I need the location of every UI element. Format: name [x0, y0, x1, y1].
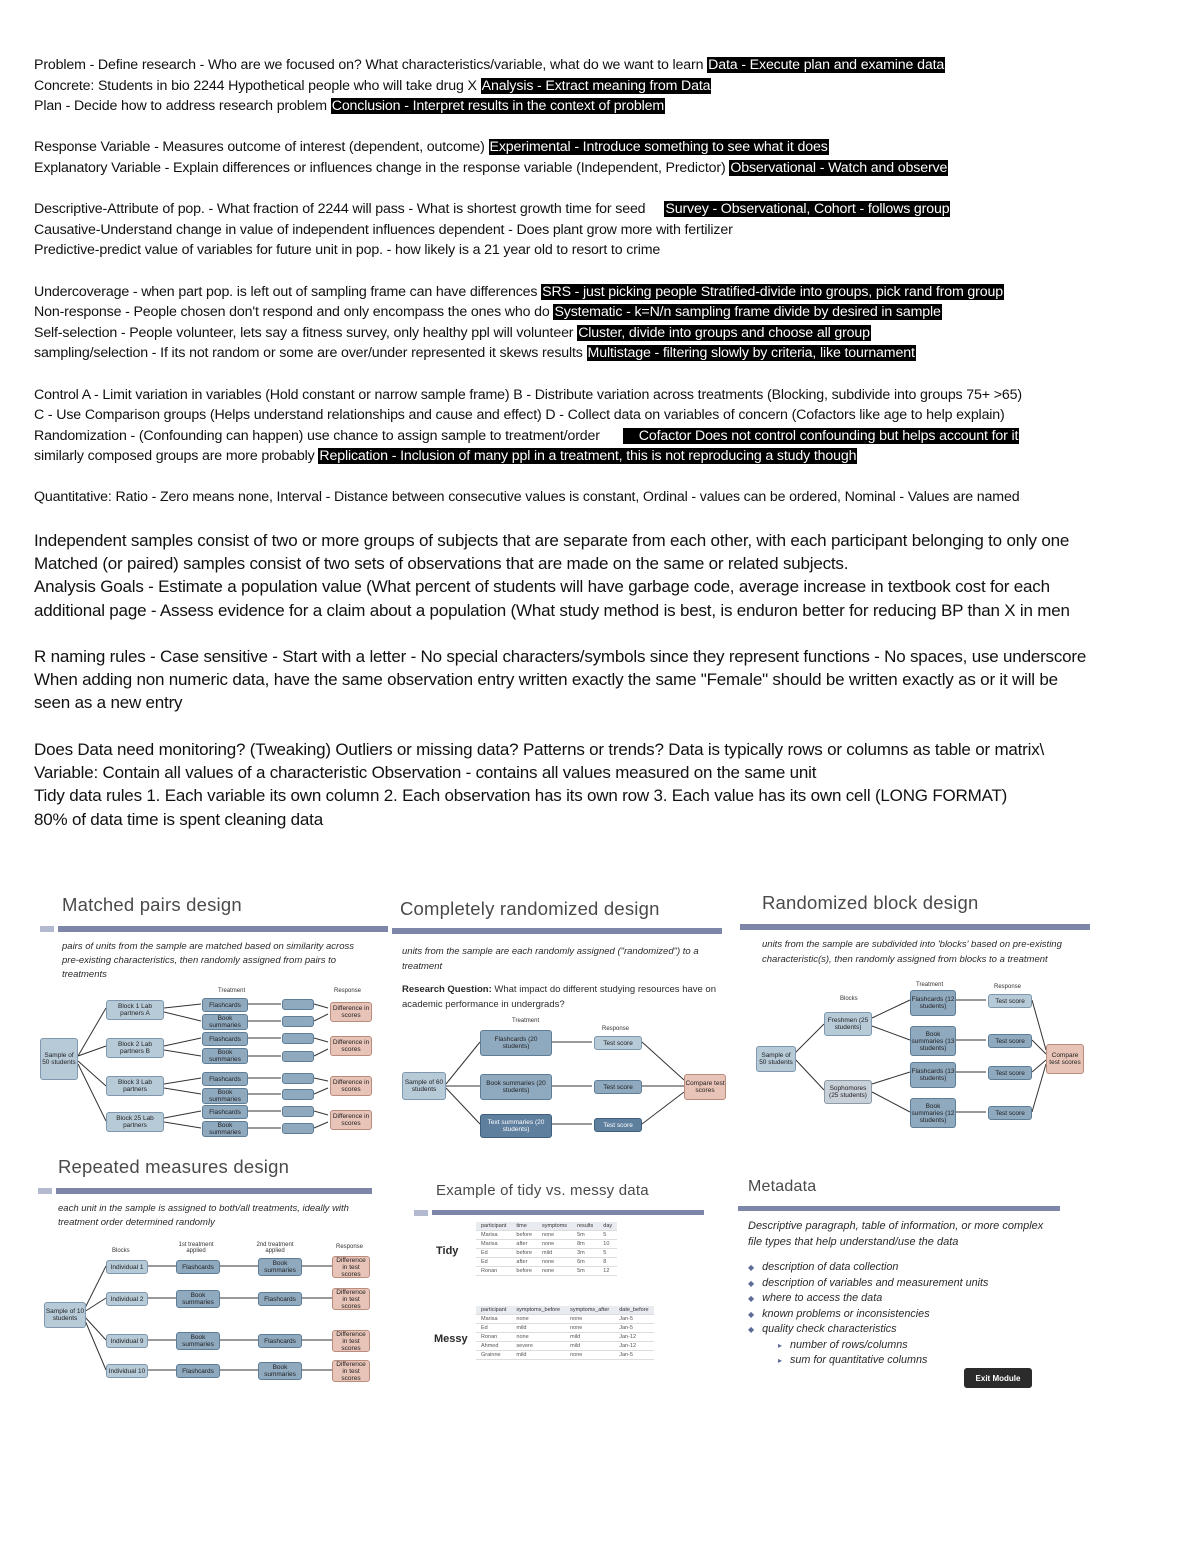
- treatment-node: Flashcards: [202, 1072, 248, 1086]
- note-line: additional page - Assess evidence for a claim about a population (What study method is best, is enduron better for reducing BP than X in men: [34, 600, 1070, 620]
- test-node: Test score: [988, 1034, 1032, 1048]
- note-line: Variable: Contain all values of a characteristic Observation - contains all values measured on the same unit: [34, 763, 817, 783]
- highlight: Systematic - k=N/n sampling frame divide by desired in sample: [554, 304, 941, 321]
- table-row: Ahmed severe mild Jan-12: [476, 1342, 654, 1351]
- list-item: ▸ number of rows/columns: [778, 1338, 908, 1351]
- messy-label: Messy: [434, 1333, 468, 1345]
- slide-title: Randomized block design: [762, 892, 979, 913]
- note-line: Response Variable - Measures outcome of interest (dependent, outcome) Experimental - Introduce something to see what it does: [34, 139, 828, 156]
- messy-table: participant symptoms_before symptoms_after date_before Marisa none none Jan-5 Ed mild none Jan-5 Ronan none mild Jan-12 Ahmed severe mild Jan-12 Grainne mild none Jan-5: [476, 1306, 654, 1360]
- response-header: Response: [334, 988, 362, 994]
- block-node: Block 1 Lab partners A: [106, 1000, 164, 1020]
- note-line: Causative-Understand change in value of independent influences dependent - Does plant grow more with fertilizer: [34, 221, 733, 238]
- list-item: ▸ sum for quantitative columns: [778, 1354, 928, 1366]
- note-line: Descriptive-Attribute of pop. - What fraction of 2244 will pass - What is shortest growth time for seed Survey - Observational, Cohort - follows group: [34, 201, 950, 218]
- slide-matched-pairs: [36, 886, 388, 1140]
- test-node: [282, 1073, 314, 1084]
- sample-node: Sample of 10 students: [44, 1302, 86, 1328]
- slide-completely-randomized: [392, 888, 732, 1140]
- slide-title: Example of tidy vs. messy data: [436, 1182, 649, 1199]
- slide-repeated-measures: [36, 1152, 372, 1392]
- treatment-node: Book summaries: [202, 1121, 248, 1137]
- treatment-node: Book summaries (13 students): [910, 1026, 956, 1056]
- treatment-node: Flashcards: [202, 1032, 248, 1046]
- note-line: Quantitative: Ratio - Zero means none, Interval - Distance between consecutive values is constant, Ordinal - values can be ordered, Nominal - Values are named: [34, 489, 1020, 506]
- response-header: Response: [336, 1244, 364, 1250]
- individual-node: Individual 9: [106, 1334, 148, 1348]
- tidy-table: participant time symptoms results day Marisa before none 5m 5 Marisa after none 8m 10 Ed before mild 3m 5 Ed after none 6m 8 Ronan before none 5m 12: [476, 1222, 617, 1276]
- highlight: Replication - Inclusion of many ppl in a treatment, this is not reproducing a study though: [319, 448, 857, 465]
- table-row: Grainne mild none Jan-5: [476, 1351, 654, 1360]
- table-row: Marisa none none Jan-5: [476, 1315, 654, 1324]
- highlight: Multistage - filtering slowly by criteria, like tournament: [587, 345, 915, 362]
- test-node: [282, 1033, 314, 1044]
- test-node: [282, 1051, 314, 1062]
- individual-node: Individual 1: [106, 1260, 148, 1274]
- test-node: [282, 1106, 314, 1117]
- table-row: Ed before mild 3m 5: [476, 1249, 617, 1258]
- treatment-node: Flashcards (12 students): [910, 990, 956, 1016]
- test-node: Test score: [988, 1106, 1032, 1120]
- highlight: Cluster, divide into groups and choose all group: [578, 324, 870, 341]
- test-node: Test score: [594, 1036, 642, 1050]
- treatment-node: Flashcards (13 students): [910, 1062, 956, 1088]
- exit-module-button[interactable]: Exit Module: [964, 1368, 1032, 1388]
- treatment-node: Book summaries (12 students): [910, 1098, 956, 1128]
- table-row: Ronan before none 5m 12: [476, 1267, 617, 1276]
- note-line: Does Data need monitoring? (Tweaking) Outliers or missing data? Patterns or trends? Data is typically rows or columns as table or matrix\: [34, 739, 1045, 759]
- treatment-header: Treatment: [218, 988, 246, 994]
- response-node: Difference in test scores: [332, 1360, 370, 1382]
- treatment-node: Book summaries: [202, 1014, 248, 1030]
- response-header: Response: [602, 1026, 630, 1032]
- highlight: Data - Execute plan and examine data: [708, 57, 945, 73]
- slide-description: each unit in the sample is assigned to both/all treatments, ideally with treatment order determined randomly: [58, 1203, 349, 1228]
- note-line: 80% of data time is spent cleaning data: [34, 809, 323, 829]
- table-row: Ronan none mild Jan-12: [476, 1333, 654, 1342]
- individual-node: Individual 2: [106, 1292, 148, 1306]
- note-line: Randomization - (Confounding can happen) use chance to assign sample to treatment/order Cofactor Does not control confounding but helps account for it: [34, 427, 1019, 444]
- highlight: Survey - Observational, Cohort - follows group: [665, 201, 950, 218]
- treatment-node: Book summaries: [258, 1258, 302, 1276]
- note-line: sampling/selection - If its not random or some are over/under represented it skews results Multistage - filtering slowly by criteria, like tournament: [34, 345, 915, 362]
- response-node: Difference in scores: [330, 1002, 372, 1022]
- note-line: Explanatory Variable - Explain differences or influences change in the response variable (Independent, Predictor) Observational - Watch and observe: [34, 159, 948, 176]
- highlight: Experimental - Introduce something to see what it does: [489, 139, 828, 156]
- table-row: Marisa after none 8m 10: [476, 1240, 617, 1249]
- table-row: Marisa before none 5m 5: [476, 1231, 617, 1240]
- treatment-node: Book summaries (20 students): [480, 1074, 552, 1100]
- sample-node: Sample of 50 students: [756, 1046, 796, 1072]
- highlight: SRS - just picking people Stratified-divide into groups, pick rand from group: [542, 283, 1003, 300]
- response-node: Difference in scores: [330, 1036, 372, 1056]
- slide-description: units from the sample are subdivided into 'blocks' based on pre-existing characteristic(s), then randomly assigned from blocks to a treatment: [762, 939, 1062, 965]
- slide-description: pairs of units from the sample are matched based on similarity across pre-existing characteristics, then randomly assigned from pairs to treatments: [62, 941, 354, 980]
- note-line: Undercoverage - when part pop. is left out of sampling frame can have differences SRS - just picking people Stratified-divide into groups, pick rand from group: [34, 283, 1003, 300]
- treatment-node: Flashcards: [202, 998, 248, 1012]
- test-node: Test score: [594, 1118, 642, 1132]
- treatment-node: Flashcards (20 students): [480, 1030, 552, 1056]
- note-line: similarly composed groups are more probably Replication - Inclusion of many ppl in a treatment, this is not reproducing a study though: [34, 448, 857, 465]
- treatment-node: Book summaries: [258, 1362, 302, 1380]
- tidy-label: Tidy: [436, 1245, 459, 1257]
- sample-node: Sample of 50 students: [40, 1038, 78, 1080]
- list-item: ◆ description of data collection: [748, 1261, 899, 1273]
- slide-description: Descriptive paragraph, table of information, or more complex file types that help understand/use the data: [748, 1220, 1044, 1248]
- list-item: ◆ quality check characteristics: [748, 1323, 897, 1335]
- slide-title: Repeated measures design: [58, 1156, 290, 1177]
- block-node: Block 3 Lab partners: [106, 1076, 164, 1096]
- table-row: Ed after none 6m 8: [476, 1258, 617, 1267]
- note-line: C - Use Comparison groups (Helps understand relationships and cause and effect) D - Collect data on variables of concern (Cofactors like age to help explain): [34, 407, 1005, 424]
- highlight: Observational - Watch and observe: [730, 159, 948, 176]
- test-node: [282, 1016, 314, 1027]
- treatment-node: Flashcards: [258, 1292, 302, 1306]
- treatment-node: Flashcards: [176, 1364, 220, 1378]
- block-node: Block 2 Lab partners B: [106, 1038, 164, 1058]
- response-node: Difference in test scores: [332, 1288, 370, 1310]
- response-header: Response: [994, 984, 1022, 990]
- study-notes: [34, 55, 1174, 831]
- highlight: Conclusion - Interpret results in the context of problem: [331, 98, 664, 115]
- blocks-header: Blocks: [840, 996, 858, 1002]
- test-node: [282, 1123, 314, 1134]
- response-node: Difference in test scores: [332, 1256, 370, 1278]
- slide-title: Metadata: [748, 1178, 817, 1195]
- note-line: Plan - Decide how to address research problem Conclusion - Interpret results in the context of problem: [34, 98, 664, 115]
- blocks-header: Blocks: [112, 1248, 130, 1254]
- treatment-node: Flashcards: [202, 1105, 248, 1119]
- note-line: Matched (or paired) samples consist of two sets of observations that are made on the same or related subjects.: [34, 553, 849, 573]
- slide-tidy-vs-messy: [412, 1176, 704, 1386]
- response-node: Compare test scores: [684, 1074, 726, 1100]
- note-line: Independent samples consist of two or more groups of subjects that are separate from each other, with each participant belonging to only one: [34, 530, 1070, 550]
- individual-node: Individual 10: [106, 1364, 148, 1378]
- response-node: Compare test scores: [1046, 1044, 1084, 1074]
- note-line: R naming rules - Case sensitive - Start with a letter - No special characters/symbols since they represent functions - No spaces, use underscore: [34, 646, 1087, 666]
- treatment-node: Flashcards: [258, 1334, 302, 1348]
- slide-title: Completely randomized design: [400, 898, 660, 919]
- list-item: ◆ description of variables and measurement units: [748, 1276, 989, 1289]
- test-node: Test score: [988, 1066, 1032, 1080]
- research-question: Research Question: What impact do different studying resources have on academic performance in undergrads?: [402, 984, 717, 1010]
- block-node: Sophomores (25 students): [824, 1080, 872, 1104]
- slide-metadata: [736, 1172, 1062, 1394]
- test-node: Test score: [594, 1080, 642, 1094]
- treatment-node: Flashcards: [176, 1260, 220, 1274]
- response-node: Difference in test scores: [332, 1330, 370, 1352]
- test-node: [282, 999, 314, 1010]
- list-item: ◆ where to access the data: [748, 1292, 883, 1304]
- metadata-list: [748, 1260, 988, 1369]
- first-treatment-header: 1st treatment applied: [178, 1242, 214, 1254]
- slide-randomized-block: [736, 886, 1092, 1140]
- note-line: Problem - Define research - Who are we focused on? What characteristics/variable, what do we want to learn Data - Execute plan and examine data: [34, 57, 945, 73]
- response-node: Difference in scores: [330, 1076, 372, 1096]
- block-node: Block 25 Lab partners: [106, 1112, 164, 1132]
- note-line: Analysis Goals - Estimate a population value (What percent of students will have garbage code, average increase in textbook cost for each: [34, 577, 1050, 597]
- highlight: Cofactor Does not control confounding but helps account for it: [623, 428, 1020, 444]
- second-treatment-header: 2nd treatment applied: [256, 1242, 294, 1254]
- highlight: Analysis - Extract meaning from Data: [481, 77, 711, 94]
- treatment-node: Book summaries: [202, 1088, 248, 1104]
- response-node: Difference in scores: [330, 1110, 372, 1130]
- treatment-node: Book summaries: [176, 1332, 220, 1350]
- flow-arrows: [392, 888, 732, 1140]
- treatment-header: Treatment: [512, 1018, 540, 1024]
- sample-node: Sample of 60 students: [402, 1072, 446, 1100]
- treatment-node: Book summaries: [202, 1048, 248, 1064]
- note-line: When adding non numeric data, have the same observation entry written exactly the same "Female" should be written exactly as or it will be: [34, 670, 1058, 690]
- block-node: Freshmen (25 students): [824, 1012, 872, 1036]
- note-line: Predictive-predict value of variables for future unit in pop. - how likely is a 21 year old to resort to crime: [34, 242, 661, 259]
- treatment-node: Book summaries: [176, 1290, 220, 1308]
- note-line: Self-selection - People volunteer, lets say a fitness survey, only healthy ppl will volunteer Cluster, divide into groups and choose all group: [34, 324, 870, 341]
- treatment-node: Text summaries (20 students): [480, 1114, 552, 1138]
- note-line: seen as a new entry: [34, 693, 183, 713]
- note-line: Control A - Limit variation in variables (Hold constant or narrow sample frame) B - Distribute variation across treatments (Blocking, subdivide into groups 75+ >65): [34, 386, 1022, 403]
- test-node: Test score: [988, 994, 1032, 1008]
- note-line: Concrete: Students in bio 2244 Hypothetical people who will take drug X Analysis - Extract meaning from Data: [34, 77, 711, 94]
- table-row: Ed mild none Jan-5: [476, 1324, 654, 1333]
- note-line: Non-response - People chosen don't respond and only encompass the ones who do Systematic - k=N/n sampling frame divide by desired in sample: [34, 304, 941, 321]
- slide-title: Matched pairs design: [62, 894, 242, 915]
- treatment-header: Treatment: [916, 982, 944, 988]
- slide-description: units from the sample are each randomly assigned ("randomized") to a treatment: [402, 946, 699, 972]
- note-line: Tidy data rules 1. Each variable its own column 2. Each observation has its own row 3. Each value has its own cell (LONG FORMAT): [34, 786, 1008, 806]
- list-item: ◆ known problems or inconsistencies: [748, 1307, 930, 1320]
- test-node: [282, 1089, 314, 1100]
